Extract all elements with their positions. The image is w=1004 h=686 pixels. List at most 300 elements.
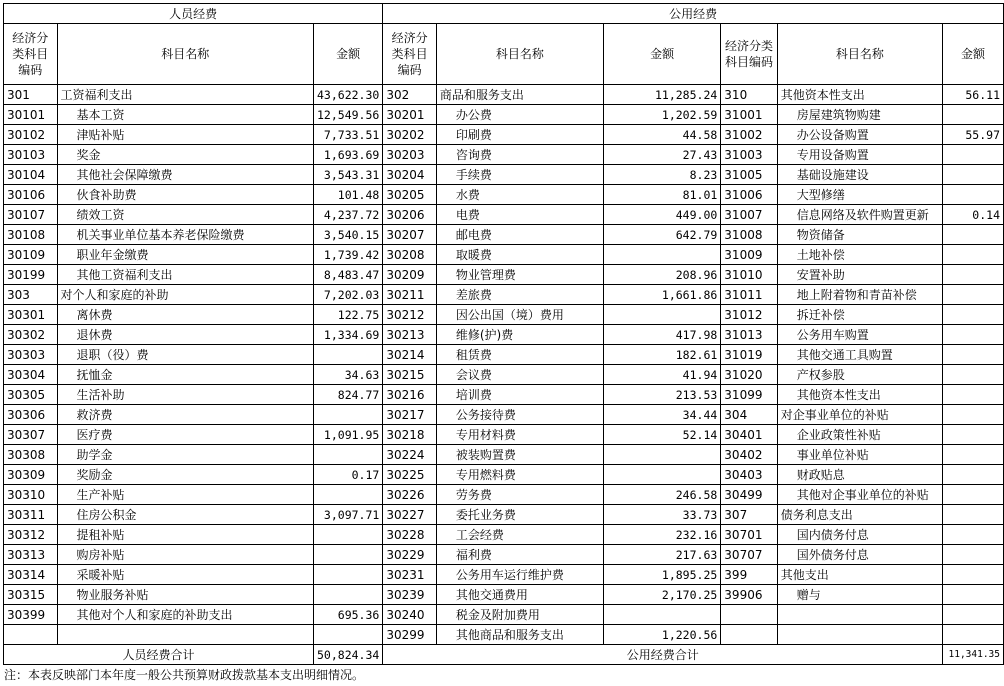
public-capital-amount-cell	[943, 385, 1004, 405]
public-goods-name-cell: 被装购置费	[436, 445, 603, 465]
public-goods-code-cell: 30217	[383, 405, 437, 425]
public-capital-amount-cell	[943, 185, 1004, 205]
personnel-name-cell: 采暖补贴	[57, 565, 313, 585]
public-capital-amount-cell	[943, 225, 1004, 245]
personnel-amount-cell: 12,549.56	[314, 105, 383, 125]
personnel-name-cell: 其他工资福利支出	[57, 265, 313, 285]
public-capital-name-cell: 企业政策性补贴	[777, 425, 942, 445]
personnel-code-cell: 30315	[4, 585, 58, 605]
public-capital-amount-cell	[943, 365, 1004, 385]
table-row	[4, 385, 1004, 405]
personnel-amount-cell	[314, 345, 383, 365]
public-capital-amount-cell	[943, 345, 1004, 365]
personnel-name-cell: 对个人和家庭的补助	[57, 285, 313, 305]
personnel-total-label: 人员经费合计	[4, 645, 314, 665]
table-row	[4, 325, 1004, 345]
personnel-amount-cell: 0.17	[314, 465, 383, 485]
public-capital-amount-cell	[943, 505, 1004, 525]
public-capital-amount-cell	[943, 105, 1004, 125]
public-capital-code-cell: 30403	[721, 465, 777, 485]
public-capital-code-cell: 31099	[721, 385, 777, 405]
personnel-amount-cell: 695.36	[314, 605, 383, 625]
public-goods-name-cell: 委托业务费	[436, 505, 603, 525]
public-capital-code-cell: 310	[721, 85, 777, 105]
public-goods-name-cell: 商品和服务支出	[436, 85, 603, 105]
public-goods-name-cell: 手续费	[436, 165, 603, 185]
public-goods-amount-cell: 2,170.25	[603, 585, 720, 605]
personnel-amount-cell	[314, 445, 383, 465]
personnel-name-cell: 退职（役）费	[57, 345, 313, 365]
public-goods-name-cell: 维修(护)费	[436, 325, 603, 345]
public-capital-code-cell: 31019	[721, 345, 777, 365]
personnel-name-cell: 津贴补贴	[57, 125, 313, 145]
personnel-code-cell: 30303	[4, 345, 58, 365]
public-capital-amount-cell: 55.97	[943, 125, 1004, 145]
public-goods-amount-cell: 1,661.86	[603, 285, 720, 305]
code-col-header: 经济分类科目编码	[721, 24, 777, 85]
public-capital-code-cell: 31007	[721, 205, 777, 225]
public-goods-code-cell: 30215	[383, 365, 437, 385]
personnel-name-cell: 提租补贴	[57, 525, 313, 545]
public-goods-name-cell: 税金及附加费用	[436, 605, 603, 625]
public-capital-name-cell: 产权参股	[777, 365, 942, 385]
personnel-amount-cell	[314, 585, 383, 605]
public-goods-code-cell: 30218	[383, 425, 437, 445]
personnel-code-cell: 30307	[4, 425, 58, 445]
personnel-name-cell: 奖金	[57, 145, 313, 165]
public-goods-amount-cell	[603, 445, 720, 465]
personnel-name-cell: 救济费	[57, 405, 313, 425]
public-goods-code-cell: 30216	[383, 385, 437, 405]
public-goods-name-cell: 专用材料费	[436, 425, 603, 445]
table-row	[4, 465, 1004, 485]
public-goods-amount-cell: 642.79	[603, 225, 720, 245]
public-goods-name-cell: 其他交通费用	[436, 585, 603, 605]
public-goods-amount-cell: 8.23	[603, 165, 720, 185]
personnel-name-cell: 离休费	[57, 305, 313, 325]
personnel-amount-cell	[314, 525, 383, 545]
public-goods-name-cell: 会议费	[436, 365, 603, 385]
personnel-amount-cell: 43,622.30	[314, 85, 383, 105]
public-goods-code-cell: 30225	[383, 465, 437, 485]
public-goods-amount-cell	[603, 305, 720, 325]
amount-col-header: 金额	[314, 24, 383, 85]
personnel-code-cell: 30304	[4, 365, 58, 385]
public-capital-code-cell	[721, 625, 777, 645]
public-capital-code-cell: 31001	[721, 105, 777, 125]
public-capital-name-cell: 其他支出	[777, 565, 942, 585]
public-capital-code-cell: 31009	[721, 245, 777, 265]
public-capital-code-cell: 30499	[721, 485, 777, 505]
personnel-name-cell: 工资福利支出	[57, 85, 313, 105]
public-capital-code-cell: 399	[721, 565, 777, 585]
personnel-code-cell: 30108	[4, 225, 58, 245]
public-capital-name-cell: 债务利息支出	[777, 505, 942, 525]
public-goods-name-cell: 公务接待费	[436, 405, 603, 425]
public-capital-amount-cell	[943, 145, 1004, 165]
table-row	[4, 305, 1004, 325]
public-goods-name-cell: 印刷费	[436, 125, 603, 145]
personnel-name-cell: 物业服务补贴	[57, 585, 313, 605]
personnel-code-cell: 30109	[4, 245, 58, 265]
public-goods-code-cell: 30204	[383, 165, 437, 185]
personnel-name-cell	[57, 625, 313, 645]
personnel-code-cell: 30104	[4, 165, 58, 185]
public-goods-code-cell: 302	[383, 85, 437, 105]
public-goods-name-cell: 邮电费	[436, 225, 603, 245]
table-row	[4, 85, 1004, 105]
public-capital-code-cell: 304	[721, 405, 777, 425]
personnel-code-cell: 30311	[4, 505, 58, 525]
public-capital-name-cell: 专用设备购置	[777, 145, 942, 165]
public-capital-amount-cell	[943, 425, 1004, 445]
public-goods-code-cell: 30203	[383, 145, 437, 165]
code-col-header: 经济分类科目编码	[383, 24, 437, 85]
public-capital-amount-cell	[943, 585, 1004, 605]
public-goods-name-cell: 咨询费	[436, 145, 603, 165]
public-capital-code-cell: 31008	[721, 225, 777, 245]
public-capital-amount-cell	[943, 245, 1004, 265]
personnel-code-cell: 30314	[4, 565, 58, 585]
name-col-header: 科目名称	[57, 24, 313, 85]
table-row	[4, 405, 1004, 425]
table-row	[4, 605, 1004, 625]
public-goods-amount-cell: 11,285.24	[603, 85, 720, 105]
public-capital-amount-cell	[943, 545, 1004, 565]
personnel-name-cell: 住房公积金	[57, 505, 313, 525]
personnel-amount-cell: 8,483.47	[314, 265, 383, 285]
public-capital-name-cell: 其他交通工具购置	[777, 345, 942, 365]
public-capital-amount-cell	[943, 605, 1004, 625]
public-goods-code-cell: 30239	[383, 585, 437, 605]
table-row	[4, 165, 1004, 185]
public-capital-amount-cell	[943, 265, 1004, 285]
table-row	[4, 125, 1004, 145]
public-capital-code-cell: 31002	[721, 125, 777, 145]
public-capital-amount-cell	[943, 525, 1004, 545]
personnel-name-cell: 伙食补助费	[57, 185, 313, 205]
public-goods-amount-cell: 27.43	[603, 145, 720, 165]
table-row	[4, 345, 1004, 365]
public-capital-code-cell: 31011	[721, 285, 777, 305]
public-capital-amount-cell	[943, 625, 1004, 645]
public-goods-amount-cell: 41.94	[603, 365, 720, 385]
public-capital-name-cell: 基础设施建设	[777, 165, 942, 185]
table-row	[4, 485, 1004, 505]
personnel-name-cell: 机关事业单位基本养老保险缴费	[57, 225, 313, 245]
public-goods-amount-cell: 232.16	[603, 525, 720, 545]
personnel-code-cell: 301	[4, 85, 58, 105]
table-row	[4, 245, 1004, 265]
public-capital-amount-cell	[943, 565, 1004, 585]
public-goods-name-cell: 其他商品和服务支出	[436, 625, 603, 645]
public-goods-amount-cell: 1,895.25	[603, 565, 720, 585]
personnel-name-cell: 其他对个人和家庭的补助支出	[57, 605, 313, 625]
public-goods-name-cell: 租赁费	[436, 345, 603, 365]
public-goods-name-cell: 劳务费	[436, 485, 603, 505]
personnel-code-cell: 30107	[4, 205, 58, 225]
public-goods-amount-cell: 213.53	[603, 385, 720, 405]
personnel-amount-cell	[314, 565, 383, 585]
personnel-code-cell: 30102	[4, 125, 58, 145]
public-goods-amount-cell: 208.96	[603, 265, 720, 285]
personnel-code-cell: 30312	[4, 525, 58, 545]
public-goods-code-cell: 30213	[383, 325, 437, 345]
public-goods-amount-cell	[603, 245, 720, 265]
personnel-code-cell: 30309	[4, 465, 58, 485]
personnel-code-cell: 303	[4, 285, 58, 305]
amount-col-header: 金额	[603, 24, 720, 85]
public-capital-code-cell: 30701	[721, 525, 777, 545]
public-goods-amount-cell: 81.01	[603, 185, 720, 205]
public-capital-amount-cell	[943, 485, 1004, 505]
totals-row	[4, 645, 1004, 665]
personnel-amount-cell	[314, 485, 383, 505]
public-goods-amount-cell: 33.73	[603, 505, 720, 525]
footnote: 注：本表反映部门本年度一般公共预算财政拨款基本支出明细情况。	[4, 668, 365, 682]
expenditure-table-sheet	[3, 3, 1004, 665]
table-row	[4, 145, 1004, 165]
public-capital-code-cell: 31020	[721, 365, 777, 385]
public-goods-code-cell: 30206	[383, 205, 437, 225]
personnel-amount-cell: 3,543.31	[314, 165, 383, 185]
table-row	[4, 365, 1004, 385]
personnel-amount-cell: 1,091.95	[314, 425, 383, 445]
public-capital-code-cell: 31012	[721, 305, 777, 325]
public-capital-name-cell: 财政贴息	[777, 465, 942, 485]
public-capital-code-cell: 30707	[721, 545, 777, 565]
personnel-code-cell: 30199	[4, 265, 58, 285]
public-goods-code-cell: 30299	[383, 625, 437, 645]
personnel-code-cell: 30399	[4, 605, 58, 625]
public-capital-amount-cell	[943, 165, 1004, 185]
public-capital-code-cell: 31005	[721, 165, 777, 185]
name-col-header: 科目名称	[436, 24, 603, 85]
table-row	[4, 205, 1004, 225]
table-row	[4, 425, 1004, 445]
public-goods-name-cell: 专用燃料费	[436, 465, 603, 485]
public-goods-code-cell: 30226	[383, 485, 437, 505]
public-capital-code-cell: 31003	[721, 145, 777, 165]
public-goods-amount-cell: 52.14	[603, 425, 720, 445]
personnel-group-header: 人员经费	[4, 4, 383, 24]
personnel-name-cell: 生活补助	[57, 385, 313, 405]
personnel-name-cell: 购房补贴	[57, 545, 313, 565]
public-capital-amount-cell	[943, 285, 1004, 305]
public-capital-code-cell: 31010	[721, 265, 777, 285]
personnel-amount-cell	[314, 545, 383, 565]
public-capital-amount-cell	[943, 325, 1004, 345]
public-capital-name-cell: 地上附着物和青苗补偿	[777, 285, 942, 305]
table-row	[4, 505, 1004, 525]
public-capital-name-cell: 国外债务付息	[777, 545, 942, 565]
personnel-amount-cell: 824.77	[314, 385, 383, 405]
public-capital-name-cell: 安置补助	[777, 265, 942, 285]
table-row	[4, 285, 1004, 305]
amount-col-header: 金额	[943, 24, 1004, 85]
table-row	[4, 185, 1004, 205]
public-total-label: 公用经费合计	[383, 645, 943, 665]
public-goods-code-cell: 30209	[383, 265, 437, 285]
personnel-amount-cell: 3,097.71	[314, 505, 383, 525]
personnel-amount-cell: 7,202.03	[314, 285, 383, 305]
personnel-name-cell: 生产补贴	[57, 485, 313, 505]
public-capital-name-cell: 办公设备购置	[777, 125, 942, 145]
table-row	[4, 445, 1004, 465]
public-goods-amount-cell: 417.98	[603, 325, 720, 345]
table-row	[4, 545, 1004, 565]
public-total-amount: 11,341.35	[943, 645, 1004, 665]
public-goods-name-cell: 差旅费	[436, 285, 603, 305]
personnel-name-cell: 退休费	[57, 325, 313, 345]
table-row	[4, 525, 1004, 545]
personnel-name-cell: 医疗费	[57, 425, 313, 445]
public-capital-name-cell: 其他资本性支出	[777, 385, 942, 405]
personnel-name-cell: 职业年金缴费	[57, 245, 313, 265]
personnel-code-cell	[4, 625, 58, 645]
public-capital-name-cell: 其他资本性支出	[777, 85, 942, 105]
personnel-name-cell: 其他社会保障缴费	[57, 165, 313, 185]
public-capital-name-cell: 物资储备	[777, 225, 942, 245]
public-goods-code-cell: 30240	[383, 605, 437, 625]
personnel-amount-cell: 4,237.72	[314, 205, 383, 225]
public-capital-code-cell: 39906	[721, 585, 777, 605]
public-goods-code-cell: 30208	[383, 245, 437, 265]
personnel-name-cell: 奖励金	[57, 465, 313, 485]
public-capital-code-cell: 30402	[721, 445, 777, 465]
public-goods-code-cell: 30229	[383, 545, 437, 565]
table-row	[4, 105, 1004, 125]
public-goods-name-cell: 取暖费	[436, 245, 603, 265]
public-goods-name-cell: 电费	[436, 205, 603, 225]
table-row	[4, 585, 1004, 605]
personnel-code-cell: 30103	[4, 145, 58, 165]
public-capital-name-cell: 拆迁补偿	[777, 305, 942, 325]
public-goods-amount-cell: 246.58	[603, 485, 720, 505]
public-capital-code-cell: 31013	[721, 325, 777, 345]
table-body	[4, 85, 1004, 645]
public-goods-amount-cell	[603, 605, 720, 625]
public-capital-name-cell: 事业单位补贴	[777, 445, 942, 465]
personnel-amount-cell	[314, 625, 383, 645]
public-capital-name-cell: 大型修缮	[777, 185, 942, 205]
table-row	[4, 225, 1004, 245]
public-goods-code-cell: 30207	[383, 225, 437, 245]
personnel-amount-cell: 34.63	[314, 365, 383, 385]
personnel-code-cell: 30313	[4, 545, 58, 565]
public-goods-code-cell: 30212	[383, 305, 437, 325]
public-capital-code-cell	[721, 605, 777, 625]
public-capital-code-cell: 307	[721, 505, 777, 525]
public-goods-name-cell: 福利费	[436, 545, 603, 565]
public-capital-amount-cell	[943, 445, 1004, 465]
personnel-amount-cell: 1,693.69	[314, 145, 383, 165]
public-capital-amount-cell	[943, 305, 1004, 325]
table-row	[4, 265, 1004, 285]
public-group-header: 公用经费	[383, 4, 1004, 24]
public-goods-name-cell: 物业管理费	[436, 265, 603, 285]
personnel-amount-cell: 7,733.51	[314, 125, 383, 145]
public-goods-code-cell: 30231	[383, 565, 437, 585]
public-capital-name-cell: 信息网络及软件购置更新	[777, 205, 942, 225]
public-goods-amount-cell: 1,220.56	[603, 625, 720, 645]
public-capital-name-cell: 对企事业单位的补贴	[777, 405, 942, 425]
public-capital-amount-cell	[943, 405, 1004, 425]
personnel-amount-cell: 3,540.15	[314, 225, 383, 245]
table-row	[4, 625, 1004, 645]
table-row	[4, 565, 1004, 585]
public-goods-amount-cell: 217.63	[603, 545, 720, 565]
personnel-code-cell: 30101	[4, 105, 58, 125]
public-goods-name-cell: 工会经费	[436, 525, 603, 545]
public-capital-name-cell: 公务用车购置	[777, 325, 942, 345]
personnel-code-cell: 30301	[4, 305, 58, 325]
personnel-name-cell: 绩效工资	[57, 205, 313, 225]
public-goods-code-cell: 30211	[383, 285, 437, 305]
personnel-amount-cell	[314, 405, 383, 425]
public-capital-name-cell	[777, 625, 942, 645]
public-capital-name-cell: 土地补偿	[777, 245, 942, 265]
name-col-header: 科目名称	[777, 24, 942, 85]
personnel-amount-cell: 1,739.42	[314, 245, 383, 265]
public-goods-name-cell: 水费	[436, 185, 603, 205]
personnel-code-cell: 30305	[4, 385, 58, 405]
header-row-groups	[4, 4, 1004, 24]
personnel-name-cell: 基本工资	[57, 105, 313, 125]
personnel-amount-cell: 1,334.69	[314, 325, 383, 345]
public-capital-name-cell: 其他对企事业单位的补贴	[777, 485, 942, 505]
public-goods-amount-cell: 449.00	[603, 205, 720, 225]
public-goods-amount-cell: 182.61	[603, 345, 720, 365]
public-goods-name-cell: 培训费	[436, 385, 603, 405]
public-goods-code-cell: 30205	[383, 185, 437, 205]
personnel-name-cell: 抚恤金	[57, 365, 313, 385]
personnel-code-cell: 30310	[4, 485, 58, 505]
public-goods-code-cell: 30227	[383, 505, 437, 525]
public-capital-amount-cell: 56.11	[943, 85, 1004, 105]
personnel-name-cell: 助学金	[57, 445, 313, 465]
header-row-columns	[4, 24, 1004, 85]
public-capital-code-cell: 31006	[721, 185, 777, 205]
public-capital-name-cell	[777, 605, 942, 625]
public-capital-amount-cell	[943, 465, 1004, 485]
public-capital-name-cell: 国内债务付息	[777, 525, 942, 545]
personnel-code-cell: 30302	[4, 325, 58, 345]
basic-expenditure-table	[3, 3, 1004, 665]
public-goods-name-cell: 公务用车运行维护费	[436, 565, 603, 585]
public-capital-code-cell: 30401	[721, 425, 777, 445]
public-capital-name-cell: 房屋建筑物购建	[777, 105, 942, 125]
public-goods-code-cell: 30214	[383, 345, 437, 365]
public-goods-amount-cell: 34.44	[603, 405, 720, 425]
public-goods-name-cell: 办公费	[436, 105, 603, 125]
public-goods-code-cell: 30228	[383, 525, 437, 545]
personnel-total-amount: 50,824.34	[314, 645, 383, 665]
public-goods-code-cell: 30201	[383, 105, 437, 125]
public-goods-code-cell: 30224	[383, 445, 437, 465]
personnel-code-cell: 30306	[4, 405, 58, 425]
public-goods-amount-cell: 1,202.59	[603, 105, 720, 125]
public-goods-code-cell: 30202	[383, 125, 437, 145]
personnel-code-cell: 30308	[4, 445, 58, 465]
personnel-amount-cell: 101.48	[314, 185, 383, 205]
public-goods-name-cell: 因公出国（境）费用	[436, 305, 603, 325]
personnel-amount-cell: 122.75	[314, 305, 383, 325]
code-col-header: 经济分类科目编码	[4, 24, 58, 85]
public-goods-amount-cell	[603, 465, 720, 485]
public-capital-amount-cell: 0.14	[943, 205, 1004, 225]
public-capital-name-cell: 赠与	[777, 585, 942, 605]
